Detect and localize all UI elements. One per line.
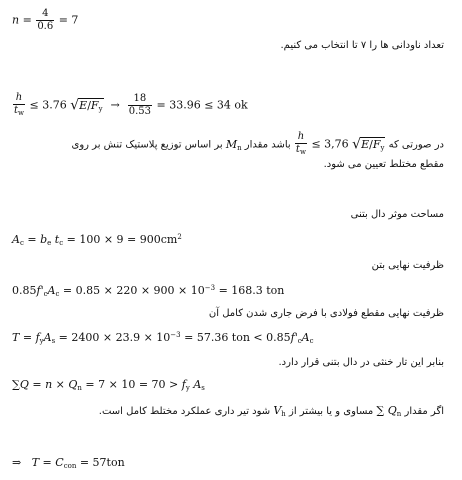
fy-subscript: y bbox=[185, 384, 190, 392]
Vh-symbol: V bbox=[273, 404, 282, 417]
text-channel-count: تعداد ناودانی ها را ۷ تا انتخاب می کنیم. bbox=[280, 40, 444, 51]
be-symbol: b bbox=[40, 233, 48, 246]
fy-symbol: f bbox=[35, 331, 40, 344]
fy-symbol: f bbox=[181, 378, 186, 391]
inline-math-Mn bbox=[226, 138, 242, 151]
sumQ-expr: ∑Q = n × Q bbox=[12, 378, 78, 391]
Ac-symbol: A bbox=[47, 284, 56, 297]
text-steel-capacity: ظرفیت نهایی مقطع فولادی با فرض جاری شدن کامل آن bbox=[208, 308, 444, 319]
implies-icon: ⇒ bbox=[12, 456, 22, 469]
eq-rhs: = 100 × 9 = 900cm bbox=[66, 233, 178, 246]
h-symbol: h bbox=[15, 92, 23, 103]
text-composite-section: مقطع مختلط تعیین می شود. bbox=[323, 159, 444, 170]
text-pre: در صورتی که bbox=[388, 139, 444, 151]
Fy-symbol: F bbox=[90, 98, 99, 112]
Ac-subscript: c bbox=[309, 337, 314, 345]
fc-subscript: c bbox=[43, 290, 48, 298]
text-pre: اگر مقدار bbox=[404, 406, 444, 417]
leq-coef: ≤ 3,76 bbox=[311, 137, 349, 151]
tc-symbol: t bbox=[54, 233, 60, 246]
fc-symbol: f' bbox=[36, 284, 44, 297]
Ac-symbol: A bbox=[12, 233, 20, 246]
equation-sumQ bbox=[12, 378, 205, 392]
equation-steel bbox=[12, 331, 314, 345]
coef: 0.85 bbox=[12, 284, 37, 297]
Ccon-subscript: con bbox=[63, 462, 77, 470]
text-end: شود تیر داری عملکرد مختلط کامل است. bbox=[98, 406, 271, 417]
text-neutral-axis: بنابر این تار خنثی در دال بتنی قرار دارد. bbox=[278, 357, 444, 368]
As-subscript: s bbox=[51, 337, 56, 345]
T-Ccon-symbol: T = C bbox=[31, 456, 64, 469]
fraction-denominator: 0.53 bbox=[128, 106, 152, 117]
As-symbol: A bbox=[43, 331, 52, 344]
eq-result: = 57ton bbox=[79, 456, 125, 469]
eq-rhs: = 2400 × 23.9 × 10 bbox=[58, 331, 171, 344]
eq-compare: = 57.36 ton < 0.85 bbox=[184, 331, 291, 344]
eq-rhs: = 0.85 × 220 × 900 × 10 bbox=[62, 284, 205, 297]
eq-lhs: n = bbox=[12, 13, 32, 27]
leq-coef: ≤ 3.76 bbox=[29, 98, 67, 112]
eq-result: = 168.3 ton bbox=[218, 284, 285, 297]
fraction-h-tw bbox=[13, 92, 25, 119]
T-symbol: T = bbox=[12, 331, 33, 344]
As-subscript: s bbox=[201, 384, 205, 392]
be-subscript: e bbox=[47, 239, 52, 247]
radical-sign: √ bbox=[70, 97, 80, 114]
text-post: باشد مقدار bbox=[244, 139, 291, 151]
Fy-subscript: y bbox=[98, 104, 103, 113]
Vh-subscript: h bbox=[281, 410, 286, 418]
fraction-numerator: 4 bbox=[36, 8, 54, 21]
fraction-h-tw: $\frac{h}{t_w}$ bbox=[295, 131, 306, 156]
equation-n bbox=[12, 8, 78, 33]
text-plastic-condition bbox=[72, 131, 444, 158]
Mn-subscript: n bbox=[237, 143, 242, 152]
Ac-subscript: c bbox=[55, 290, 60, 298]
text-concrete-capacity: ظرفیت نهایی بتن bbox=[371, 260, 444, 271]
eq-rhs: = 33.96 ≤ 34 ok bbox=[156, 98, 248, 112]
equation-concrete bbox=[12, 284, 284, 298]
radicand: $E/F_y$ bbox=[79, 98, 103, 113]
fc-symbol: f' bbox=[290, 331, 298, 344]
eq-rhs: = 7 bbox=[58, 13, 79, 27]
radical-sign: √ bbox=[352, 136, 362, 153]
text-effective-slab-area: مساحت موثر دال بتنی bbox=[350, 209, 444, 220]
tw-symbol: t bbox=[14, 105, 19, 116]
superscript: 2 bbox=[177, 233, 182, 241]
text-full-composite bbox=[99, 404, 444, 418]
sumQn-subscript: n bbox=[396, 410, 402, 418]
tc-subscript: c bbox=[59, 239, 64, 247]
eq-rhs: = 7 × 10 = 70 > bbox=[85, 378, 179, 391]
As-symbol: A bbox=[193, 378, 202, 391]
fraction-denominator: 0.6 bbox=[37, 21, 54, 32]
equation-T-Ccon bbox=[12, 456, 125, 470]
exponent: −3 bbox=[170, 331, 181, 339]
fraction-18-053 bbox=[128, 93, 152, 118]
fy-subscript: y bbox=[39, 337, 44, 345]
Ac-symbol: A bbox=[301, 331, 310, 344]
sumQn-symbol: ∑ Q bbox=[376, 404, 397, 417]
exponent: −3 bbox=[204, 284, 216, 292]
text-mid: مساوی و یا بیشتر از bbox=[289, 406, 374, 417]
Ac-subscript: c bbox=[19, 239, 24, 247]
equation-web-slenderness bbox=[12, 92, 248, 119]
fc-subscript: c bbox=[297, 337, 302, 345]
tw-subscript: w bbox=[18, 109, 25, 117]
fraction-numerator: 18 bbox=[128, 93, 152, 106]
equation-Ac bbox=[12, 233, 182, 247]
Qn-subscript: n bbox=[77, 384, 82, 392]
fraction bbox=[36, 8, 54, 33]
inline-math-sumQn bbox=[376, 404, 401, 417]
inline-math-condition bbox=[294, 131, 386, 158]
Mn-symbol: M bbox=[225, 137, 238, 151]
radicand: $E/F_y$ bbox=[361, 137, 385, 152]
inline-math-Vh bbox=[273, 404, 285, 417]
text-end: بر اساس توزیع پلاستیک تنش بر روی bbox=[71, 139, 223, 151]
equals: = bbox=[27, 233, 37, 246]
arrow-icon: → bbox=[110, 98, 120, 112]
E-symbol: E bbox=[79, 98, 88, 112]
